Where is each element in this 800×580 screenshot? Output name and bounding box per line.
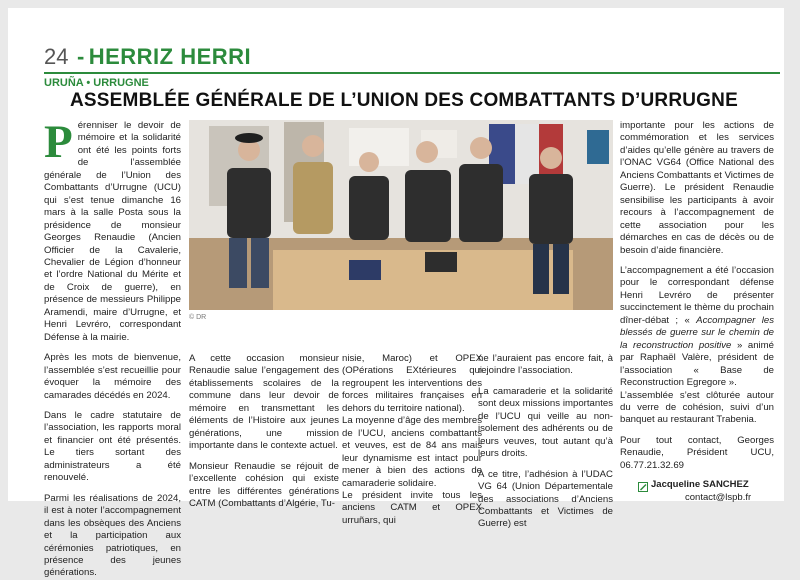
column-5 — [620, 120, 774, 472]
top-edge — [8, 8, 784, 14]
paragraph: A cette occasion monsieur Renaudie salue l’engagement des établissements scolaires de la commune dans leur devoir de mémoire en transmettant les éléments de l’Histoire aux jeunes générations, une mission importante dans le contexte actuel. — [189, 353, 339, 452]
author-email[interactable]: contact@lspb.fr — [685, 492, 752, 503]
article-headline: ASSEMBLÉE GÉNÉRALE DE L’UNION DES COMBATTANTS D’URRUGNE — [70, 90, 738, 111]
magazine-page — [8, 8, 784, 579]
author-icon — [638, 482, 648, 492]
section-rule — [44, 72, 780, 74]
section-header — [44, 44, 251, 70]
paragraph: La camaraderie et la solidarité sont deux missions importantes de l’UCU qui veille au non-isolement des adhérents ou de leurs veuves, tout autant qu’à leurs droits. — [478, 385, 613, 460]
author-name: Jacqueline SANCHEZ — [651, 479, 749, 490]
quote-paragraph: L’accompagnement a été l’occasion pour le correspondant défense Henri Levréro de présenter succinctement le thème du prochain dîner-débat ; « Accompagner les blessés de guerre sur le chemin de la reconstruction positive » animé par Raphaël Valère, président de l’association « Base de Reconstruction Egregore ». — [620, 264, 774, 389]
paragraph: A ce titre, l’adhésion à l’UDAC VG 64 (Union Départementale des associations d’Anciens Combattants et Victimes de Guerre) est — [478, 468, 613, 530]
intro-paragraph: Pérenniser le devoir de mémoire et la solidarité ont été les points forts de l’assemblée générale de l’Union des Combattants d’Urrugne (UCU) qui s’est tenue dimanche 16 mars à la salle Posta sous la présidence de monsieur Georges Renaudie (Ancien Officier de la Cavalerie, Chevalier de Légion d’honneur et l’ordre National du Mérite et de Croix de guerre), en présence de messieurs Philippe Aramendi, maire d’Urrugne, et Henri Levréro, correspondant Défense à la mairie. — [44, 116, 181, 343]
quoted-theme: Accompagner les blessés de guerre sur le chemin de la reconstruction positive — [620, 314, 774, 351]
paragraph: Après les mots de bienvenue, l’assemblée s’est recueillie pour évoquer la mémoire des camarades décédés en 2024. — [44, 352, 181, 401]
paragraph: Parmi les réalisations de 2024, il est à noter l’accompagnement dans les obsèques des Anciens et la participation aux cérémonies patriotiques, en présence des jeunes générations. — [44, 492, 181, 579]
column-4 — [478, 353, 613, 531]
column-2 — [189, 353, 339, 510]
group-photo-illustration — [189, 120, 613, 310]
paragraph: L’assemblée s’est clôturée autour du verre de cohésion, suivi d’un banquet au restaurant Trabenia. — [620, 389, 774, 426]
column-1 — [44, 116, 181, 580]
photo-credit: © DR — [189, 314, 207, 321]
paragraph: Monsieur Renaudie se réjouit de l’excellente cohésion qui existe entre les différentes générations CATM (Combattants d’Algérie, Tu- — [189, 460, 339, 509]
group-photo — [189, 120, 613, 310]
section-title: HERRIZ HERRI — [88, 44, 252, 69]
paragraph: Le président invite tous les anciens CATM et OPEX urruñars, qui — [342, 489, 482, 526]
paragraph: La moyenne d’âge des membres de l’UCU, anciens combattants et veuves, est de 84 ans mais leur dynamisme est intact pour mener à bien des actions de camaraderie solidaire. — [342, 415, 482, 489]
column-3 — [342, 353, 482, 527]
section-dash: - — [76, 44, 85, 69]
page-number: 24 — [44, 44, 69, 69]
paragraph: ne l’auraient pas encore fait, à rejoindre l’association. — [478, 353, 613, 377]
subsection-label: URUÑA • URRUGNE — [44, 77, 149, 89]
paragraph: Dans le cadre statutaire de l’association, les rapports moral et financier ont été présentés. Le tiers sortant des administrateurs a été renouvelé. — [44, 409, 181, 484]
paragraph: importante pour les actions de commémoration et les services d’aides qu’elle génère au travers de l’ONAC VG64 (Office National des Anciens Combattants et Victimes de Guerre). Le président Renaudie sensibilise les participants à avoir recours à l’accompagnement de cette association pour les démarches en cas de décès ou de besoin d’aide financière. — [620, 120, 774, 256]
paragraph: nisie, Maroc) et OPEX (OPérations EXtérieures qui regroupent les interventions des forces militaires françaises en dehors du territoire national). — [342, 353, 482, 414]
contact-paragraph: Pour tout contact, Georges Renaudie, Président UCU, 06.77.21.32.69 — [620, 434, 774, 471]
drop-cap: P — [44, 116, 73, 168]
